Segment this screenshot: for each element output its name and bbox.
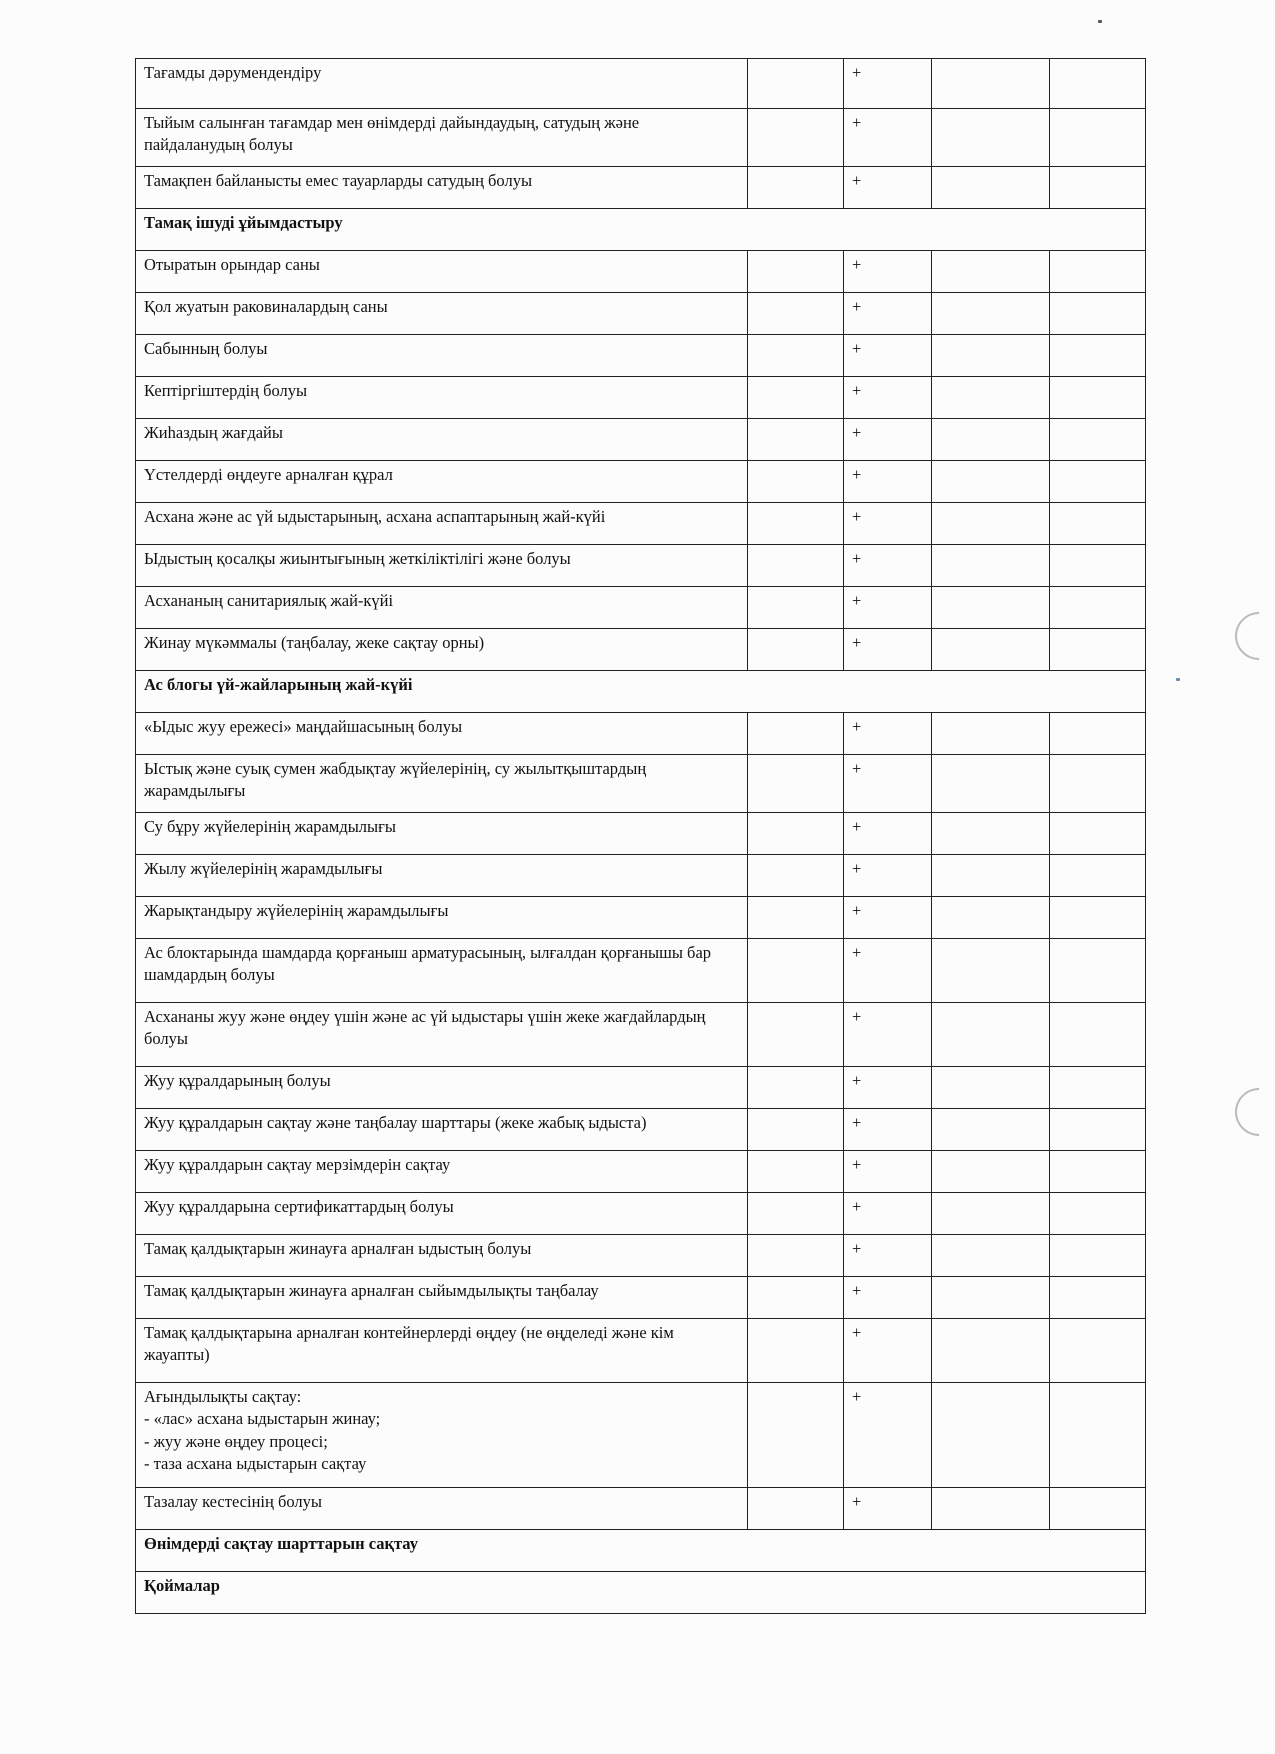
section-title: Өнімдерді сақтау шарттарын сақтау xyxy=(136,1530,1146,1572)
column-5-cell xyxy=(1050,629,1146,671)
column-5-cell xyxy=(1050,167,1146,209)
mark-cell: + xyxy=(844,1193,932,1235)
checklist-row xyxy=(136,1151,1146,1193)
column-5-cell xyxy=(1050,1151,1146,1193)
column-2-cell xyxy=(748,167,844,209)
column-5-cell xyxy=(1050,293,1146,335)
column-4-cell xyxy=(932,755,1050,813)
criterion-cell: Тазалау кестесінің болуы xyxy=(136,1488,748,1530)
column-2-cell xyxy=(748,1319,844,1383)
criterion-cell: Тамақ қалдықтарын жинауға арналған сыйымдылықты таңбалау xyxy=(136,1277,748,1319)
criterion-cell: Жиһаздың жағдайы xyxy=(136,419,748,461)
section-header-row xyxy=(136,1530,1146,1572)
column-2-cell xyxy=(748,587,844,629)
mark-cell: + xyxy=(844,629,932,671)
column-2-cell xyxy=(748,1151,844,1193)
column-4-cell xyxy=(932,1109,1050,1151)
column-2-cell xyxy=(748,335,844,377)
column-5-cell xyxy=(1050,855,1146,897)
column-5-cell xyxy=(1050,251,1146,293)
column-4-cell xyxy=(932,503,1050,545)
column-5-cell xyxy=(1050,1277,1146,1319)
mark-cell: + xyxy=(844,755,932,813)
column-4-cell xyxy=(932,377,1050,419)
criterion-cell: Тамақ қалдықтарын жинауға арналған ыдыстың болуы xyxy=(136,1235,748,1277)
mark-cell: + xyxy=(844,335,932,377)
column-4-cell xyxy=(932,855,1050,897)
section-title: Тамақ ішуді ұйымдастыру xyxy=(136,209,1146,251)
column-4-cell xyxy=(932,629,1050,671)
column-4-cell xyxy=(932,587,1050,629)
column-5-cell xyxy=(1050,587,1146,629)
checklist-row xyxy=(136,1235,1146,1277)
checklist-row xyxy=(136,1277,1146,1319)
checklist-row xyxy=(136,939,1146,1003)
column-4-cell xyxy=(932,713,1050,755)
mark-cell: + xyxy=(844,587,932,629)
criterion-cell: Кептіргіштердің болуы xyxy=(136,377,748,419)
column-5-cell xyxy=(1050,377,1146,419)
column-4-cell xyxy=(932,167,1050,209)
column-5-cell xyxy=(1050,461,1146,503)
checklist-row xyxy=(136,293,1146,335)
checklist-row xyxy=(136,1193,1146,1235)
checklist-row xyxy=(136,335,1146,377)
column-5-cell xyxy=(1050,109,1146,167)
column-2-cell xyxy=(748,897,844,939)
punch-hole-mark xyxy=(1225,602,1275,670)
punch-hole-mark xyxy=(1225,1078,1275,1146)
column-4-cell xyxy=(932,335,1050,377)
mark-cell: + xyxy=(844,545,932,587)
column-2-cell xyxy=(748,461,844,503)
column-5-cell xyxy=(1050,939,1146,1003)
criterion-cell: «Ыдыс жуу ережесі» маңдайшасының болуы xyxy=(136,713,748,755)
column-4-cell xyxy=(932,293,1050,335)
checklist-row xyxy=(136,461,1146,503)
column-4-cell xyxy=(932,419,1050,461)
checklist-table xyxy=(135,58,1146,1614)
mark-cell: + xyxy=(844,293,932,335)
mark-cell: + xyxy=(844,1151,932,1193)
mark-cell: + xyxy=(844,1109,932,1151)
column-2-cell xyxy=(748,1003,844,1067)
criterion-cell: Отыратын орындар саны xyxy=(136,251,748,293)
column-2-cell xyxy=(748,503,844,545)
column-2-cell xyxy=(748,109,844,167)
column-5-cell xyxy=(1050,1067,1146,1109)
column-4-cell xyxy=(932,461,1050,503)
checklist-row xyxy=(136,167,1146,209)
mark-cell: + xyxy=(844,461,932,503)
section-title: Қоймалар xyxy=(136,1572,1146,1614)
mark-cell: + xyxy=(844,1067,932,1109)
mark-cell: + xyxy=(844,109,932,167)
scan-speck xyxy=(1098,20,1102,23)
criterion-cell: Тамақ қалдықтарына арналған контейнерлерді өңдеу (не өңделеді және кім жауапты) xyxy=(136,1319,748,1383)
column-5-cell xyxy=(1050,1383,1146,1488)
column-5-cell xyxy=(1050,1235,1146,1277)
column-5-cell xyxy=(1050,1488,1146,1530)
checklist-row xyxy=(136,855,1146,897)
column-4-cell xyxy=(932,939,1050,1003)
column-5-cell xyxy=(1050,1109,1146,1151)
column-2-cell xyxy=(748,1067,844,1109)
column-5-cell xyxy=(1050,545,1146,587)
column-4-cell xyxy=(932,1277,1050,1319)
column-2-cell xyxy=(748,251,844,293)
criterion-cell: Су бұру жүйелерінің жарамдылығы xyxy=(136,813,748,855)
column-2-cell xyxy=(748,813,844,855)
column-2-cell xyxy=(748,713,844,755)
criterion-cell: Асхана және ас үй ыдыстарының, асхана аспаптарының жай-күйі xyxy=(136,503,748,545)
column-5-cell xyxy=(1050,335,1146,377)
column-4-cell xyxy=(932,1488,1050,1530)
column-2-cell xyxy=(748,1235,844,1277)
column-2-cell xyxy=(748,939,844,1003)
mark-cell: + xyxy=(844,855,932,897)
mark-cell: + xyxy=(844,1488,932,1530)
checklist-row xyxy=(136,109,1146,167)
section-header-row xyxy=(136,671,1146,713)
column-5-cell xyxy=(1050,419,1146,461)
checklist-row xyxy=(136,629,1146,671)
section-header-row xyxy=(136,1572,1146,1614)
column-2-cell xyxy=(748,1193,844,1235)
criterion-cell: Жуу құралдарының болуы xyxy=(136,1067,748,1109)
section-title: Ас блогы үй-жайларының жай-күйі xyxy=(136,671,1146,713)
criterion-cell: Тыйым салынған тағамдар мен өнімдерді дайындаудың, сатудың және пайдаланудың болуы xyxy=(136,109,748,167)
column-4-cell xyxy=(932,1003,1050,1067)
checklist-row xyxy=(136,897,1146,939)
checklist-row xyxy=(136,251,1146,293)
mark-cell: + xyxy=(844,1383,932,1488)
column-4-cell xyxy=(932,545,1050,587)
column-4-cell xyxy=(932,1383,1050,1488)
criterion-cell: Ыдыстың қосалқы жиынтығының жеткіліктілігі және болуы xyxy=(136,545,748,587)
column-2-cell xyxy=(748,1383,844,1488)
section-header-row xyxy=(136,209,1146,251)
column-5-cell xyxy=(1050,59,1146,109)
checklist-row xyxy=(136,377,1146,419)
column-2-cell xyxy=(748,59,844,109)
mark-cell: + xyxy=(844,1003,932,1067)
checklist-row xyxy=(136,755,1146,813)
criterion-cell: Тағамды дәрумендендіру xyxy=(136,59,748,109)
mark-cell: + xyxy=(844,813,932,855)
mark-cell: + xyxy=(844,503,932,545)
column-4-cell xyxy=(932,897,1050,939)
criterion-cell: Ағындылықты сақтау: - «лас» асхана ыдыстарын жинау; - жуу және өңдеу процесі; - таза асхана ыдыстарын сақтау xyxy=(136,1383,748,1488)
column-4-cell xyxy=(932,1193,1050,1235)
criterion-cell: Жинау мүкәммалы (таңбалау, жеке сақтау орны) xyxy=(136,629,748,671)
column-5-cell xyxy=(1050,713,1146,755)
criterion-cell: Жылу жүйелерінің жарамдылығы xyxy=(136,855,748,897)
column-5-cell xyxy=(1050,1193,1146,1235)
checklist-row xyxy=(136,587,1146,629)
criterion-cell: Үстелдерді өңдеуге арналған құрал xyxy=(136,461,748,503)
criterion-cell: Тамақпен байланысты емес тауарларды сатудың болуы xyxy=(136,167,748,209)
column-4-cell xyxy=(932,1067,1050,1109)
column-4-cell xyxy=(932,59,1050,109)
checklist-row xyxy=(136,1067,1146,1109)
criterion-cell: Асхананы жуу және өңдеу үшін және ас үй ыдыстары үшін жеке жағдайлардың болуы xyxy=(136,1003,748,1067)
criterion-cell: Жуу құралдарын сақтау мерзімдерін сақтау xyxy=(136,1151,748,1193)
mark-cell: + xyxy=(844,377,932,419)
criterion-cell: Жуу құралдарына сертификаттардың болуы xyxy=(136,1193,748,1235)
checklist-body xyxy=(136,59,1146,1614)
mark-cell: + xyxy=(844,1277,932,1319)
column-5-cell xyxy=(1050,1319,1146,1383)
criterion-cell: Ыстық және суық сумен жабдықтау жүйелерінің, су жылытқыштардың жарамдылығы xyxy=(136,755,748,813)
scan-speck xyxy=(1176,678,1180,681)
checklist-row xyxy=(136,1488,1146,1530)
column-2-cell xyxy=(748,1488,844,1530)
checklist-row xyxy=(136,419,1146,461)
column-4-cell xyxy=(932,251,1050,293)
mark-cell: + xyxy=(844,939,932,1003)
mark-cell: + xyxy=(844,713,932,755)
column-2-cell xyxy=(748,1109,844,1151)
checklist-row xyxy=(136,545,1146,587)
checklist-row xyxy=(136,1003,1146,1067)
mark-cell: + xyxy=(844,419,932,461)
mark-cell: + xyxy=(844,251,932,293)
column-4-cell xyxy=(932,813,1050,855)
mark-cell: + xyxy=(844,897,932,939)
checklist-row xyxy=(136,1319,1146,1383)
column-5-cell xyxy=(1050,503,1146,545)
criterion-cell: Қол жуатын раковиналардың саны xyxy=(136,293,748,335)
column-4-cell xyxy=(932,1151,1050,1193)
checklist-row xyxy=(136,713,1146,755)
column-2-cell xyxy=(748,293,844,335)
checklist-row xyxy=(136,59,1146,109)
checklist-row xyxy=(136,813,1146,855)
mark-cell: + xyxy=(844,1235,932,1277)
criterion-cell: Ас блоктарында шамдарда қорғаныш арматурасының, ылғалдан қорғанышы бар шамдардың болуы xyxy=(136,939,748,1003)
column-2-cell xyxy=(748,1277,844,1319)
checklist-row xyxy=(136,1109,1146,1151)
mark-cell: + xyxy=(844,167,932,209)
mark-cell: + xyxy=(844,59,932,109)
checklist-row xyxy=(136,1383,1146,1488)
column-5-cell xyxy=(1050,897,1146,939)
column-5-cell xyxy=(1050,755,1146,813)
column-4-cell xyxy=(932,109,1050,167)
column-5-cell xyxy=(1050,813,1146,855)
column-2-cell xyxy=(748,629,844,671)
mark-cell: + xyxy=(844,1319,932,1383)
criterion-cell: Жуу құралдарын сақтау және таңбалау шарттары (жеке жабық ыдыста) xyxy=(136,1109,748,1151)
criterion-cell: Жарықтандыру жүйелерінің жарамдылығы xyxy=(136,897,748,939)
criterion-cell: Асхананың санитариялық жай-күйі xyxy=(136,587,748,629)
column-2-cell xyxy=(748,377,844,419)
column-2-cell xyxy=(748,545,844,587)
column-5-cell xyxy=(1050,1003,1146,1067)
criterion-cell: Сабынның болуы xyxy=(136,335,748,377)
column-2-cell xyxy=(748,419,844,461)
checklist-row xyxy=(136,503,1146,545)
column-2-cell xyxy=(748,855,844,897)
column-4-cell xyxy=(932,1319,1050,1383)
column-4-cell xyxy=(932,1235,1050,1277)
column-2-cell xyxy=(748,755,844,813)
